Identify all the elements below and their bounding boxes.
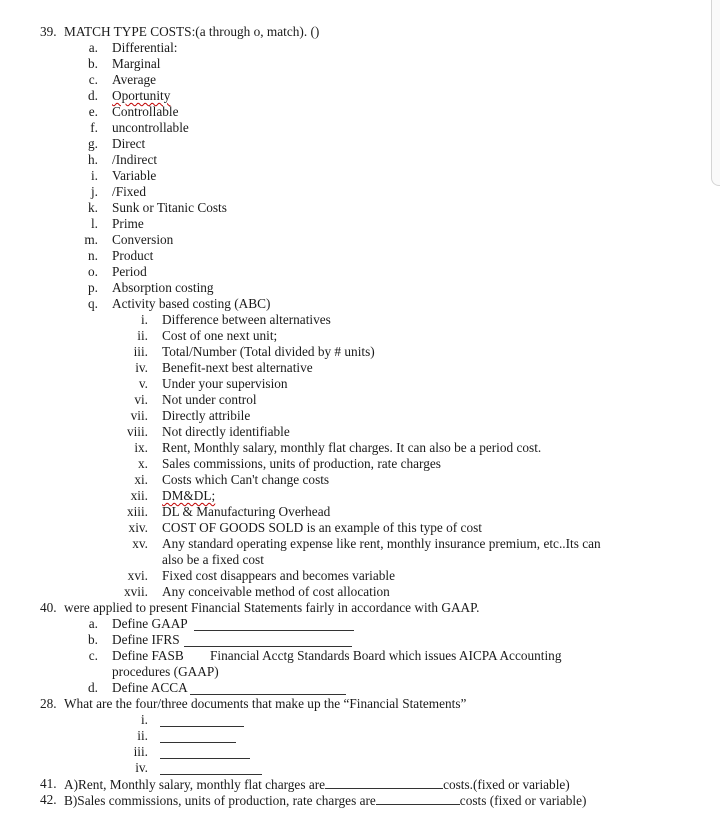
page-edge — [711, 0, 720, 186]
description-item: COST OF GOODS SOLD is an example of this type of cost — [162, 520, 482, 535]
q41-text: A)Rent, Monthly salary, monthly flat charges are costs.(fixed or variable) — [64, 777, 570, 792]
description-item: Directly attribile — [162, 408, 251, 423]
list-marker: p. — [88, 280, 98, 295]
roman-marker: xi. — [134, 472, 148, 487]
answer-blank[interactable] — [160, 730, 236, 743]
list-item: Product — [112, 248, 154, 263]
list-item: /Fixed — [112, 184, 146, 199]
description-item: Not under control — [162, 392, 257, 407]
description-item: Sales commissions, units of production, rate charges — [162, 456, 441, 471]
answer-blank[interactable] — [325, 776, 443, 789]
list-item: Oportunity — [112, 88, 171, 103]
define-gaap: Define GAAP — [112, 616, 188, 631]
description-item: Benefit-next best alternative — [162, 360, 313, 375]
roman-marker: xvii. — [123, 584, 148, 599]
description-item: Not directly identifiable — [162, 424, 290, 439]
roman-marker: xvi. — [127, 568, 148, 583]
list-marker: o. — [88, 264, 98, 279]
define-acca: Define ACCA — [112, 680, 188, 695]
description-item: Difference between alternatives — [162, 312, 331, 327]
q39-title: MATCH TYPE COSTS:(a through o, match). () — [64, 24, 320, 39]
roman-marker: vii. — [130, 408, 148, 423]
q28-text: What are the four/three documents that make up the “Financial Statements” — [64, 696, 467, 711]
list-item: Direct — [112, 136, 146, 151]
list-marker: l. — [90, 216, 98, 231]
description-item: Any conceivable method of cost allocation — [162, 584, 390, 599]
list-item: Sunk or Titanic Costs — [112, 200, 227, 215]
roman-marker: xv. — [132, 536, 148, 551]
q28-number: 28. — [40, 696, 57, 711]
list-marker: e. — [88, 104, 98, 119]
answer-blank[interactable] — [194, 618, 354, 631]
list-item: Variable — [112, 168, 157, 183]
roman-marker: i. — [140, 712, 148, 727]
roman-marker: xii. — [130, 488, 148, 503]
answer-blank[interactable] — [376, 792, 460, 805]
answer-blank[interactable] — [160, 714, 244, 727]
description-item-continuation: also be a fixed cost — [162, 552, 264, 567]
roman-marker: ii. — [137, 728, 148, 743]
description-item: Under your supervision — [162, 376, 288, 391]
description-item: Fixed cost disappears and becomes variable — [162, 568, 395, 583]
list-marker: j. — [90, 184, 98, 199]
list-marker: m. — [84, 232, 98, 247]
roman-marker: i. — [140, 312, 148, 327]
list-marker: a. — [88, 616, 98, 631]
description-item: Cost of one next unit; — [162, 328, 278, 343]
description-item: Costs which Can't change costs — [162, 472, 330, 487]
roman-marker: x. — [138, 456, 148, 471]
list-marker: c. — [88, 648, 98, 663]
q40-text: were applied to present Financial Statements fairly in accordance with GAAP. — [64, 600, 480, 615]
q42-text: B)Sales commissions, units of production, rate charges are costs (fixed or variable) — [64, 793, 587, 808]
roman-marker: viii. — [126, 424, 148, 439]
list-item: Marginal — [112, 56, 161, 71]
list-item: uncontrollable — [112, 120, 189, 135]
roman-marker: xiv. — [128, 520, 148, 535]
list-item: Period — [112, 264, 147, 279]
roman-marker: v. — [138, 376, 148, 391]
roman-marker: iii. — [133, 744, 148, 759]
description-item: DL & Manufacturing Overhead — [162, 504, 331, 519]
list-marker: n. — [88, 248, 98, 263]
list-marker: g. — [88, 136, 98, 151]
q42-number: 42. — [40, 792, 57, 807]
define-fasb: Define FASB — [112, 648, 184, 663]
list-marker: i. — [90, 168, 98, 183]
list-marker: h. — [88, 152, 98, 167]
list-item: Average — [112, 72, 157, 87]
list-item: Absorption costing — [112, 280, 214, 295]
roman-marker: iv. — [135, 760, 148, 775]
list-marker: k. — [88, 200, 98, 215]
list-marker: a. — [88, 40, 98, 55]
fasb-answer-continuation: procedures (GAAP) — [112, 664, 219, 679]
list-marker: b. — [88, 56, 98, 71]
description-item: Total/Number (Total divided by # units) — [162, 344, 375, 359]
answer-blank[interactable] — [160, 746, 250, 759]
roman-marker: iii. — [133, 344, 148, 359]
define-ifrs: Define IFRS — [112, 632, 180, 647]
list-marker: q. — [88, 296, 98, 311]
list-item: Controllable — [112, 104, 179, 119]
answer-blank[interactable] — [160, 762, 262, 775]
roman-marker: ii. — [137, 328, 148, 343]
roman-marker: iv. — [135, 360, 148, 375]
q39-number: 39. — [40, 24, 57, 39]
list-item: /Indirect — [112, 152, 158, 167]
list-marker: d. — [88, 680, 98, 695]
roman-marker: vi. — [134, 392, 148, 407]
description-item: Any standard operating expense like rent, monthly insurance premium, etc..Its can — [162, 536, 601, 551]
list-marker: f. — [90, 120, 98, 135]
list-item: Differential: — [112, 40, 178, 55]
list-item: Activity based costing (ABC) — [112, 296, 271, 311]
fasb-answer: Financial Acctg Standards Board which issues AICPA Accounting — [210, 648, 562, 663]
roman-marker: ix. — [134, 440, 148, 455]
list-marker: b. — [88, 632, 98, 647]
description-item: Rent, Monthly salary, monthly flat charges. It can also be a period cost. — [162, 440, 542, 455]
list-item: Prime — [112, 216, 144, 231]
q41-number: 41. — [40, 776, 57, 791]
roman-marker: xiii. — [126, 504, 148, 519]
list-item: Conversion — [112, 232, 174, 247]
q40-number: 40. — [40, 600, 57, 615]
answer-blank[interactable] — [190, 682, 346, 695]
list-marker: c. — [88, 72, 98, 87]
list-marker: d. — [88, 88, 98, 103]
answer-blank[interactable] — [184, 634, 352, 647]
description-item: DM&DL; — [162, 488, 216, 503]
